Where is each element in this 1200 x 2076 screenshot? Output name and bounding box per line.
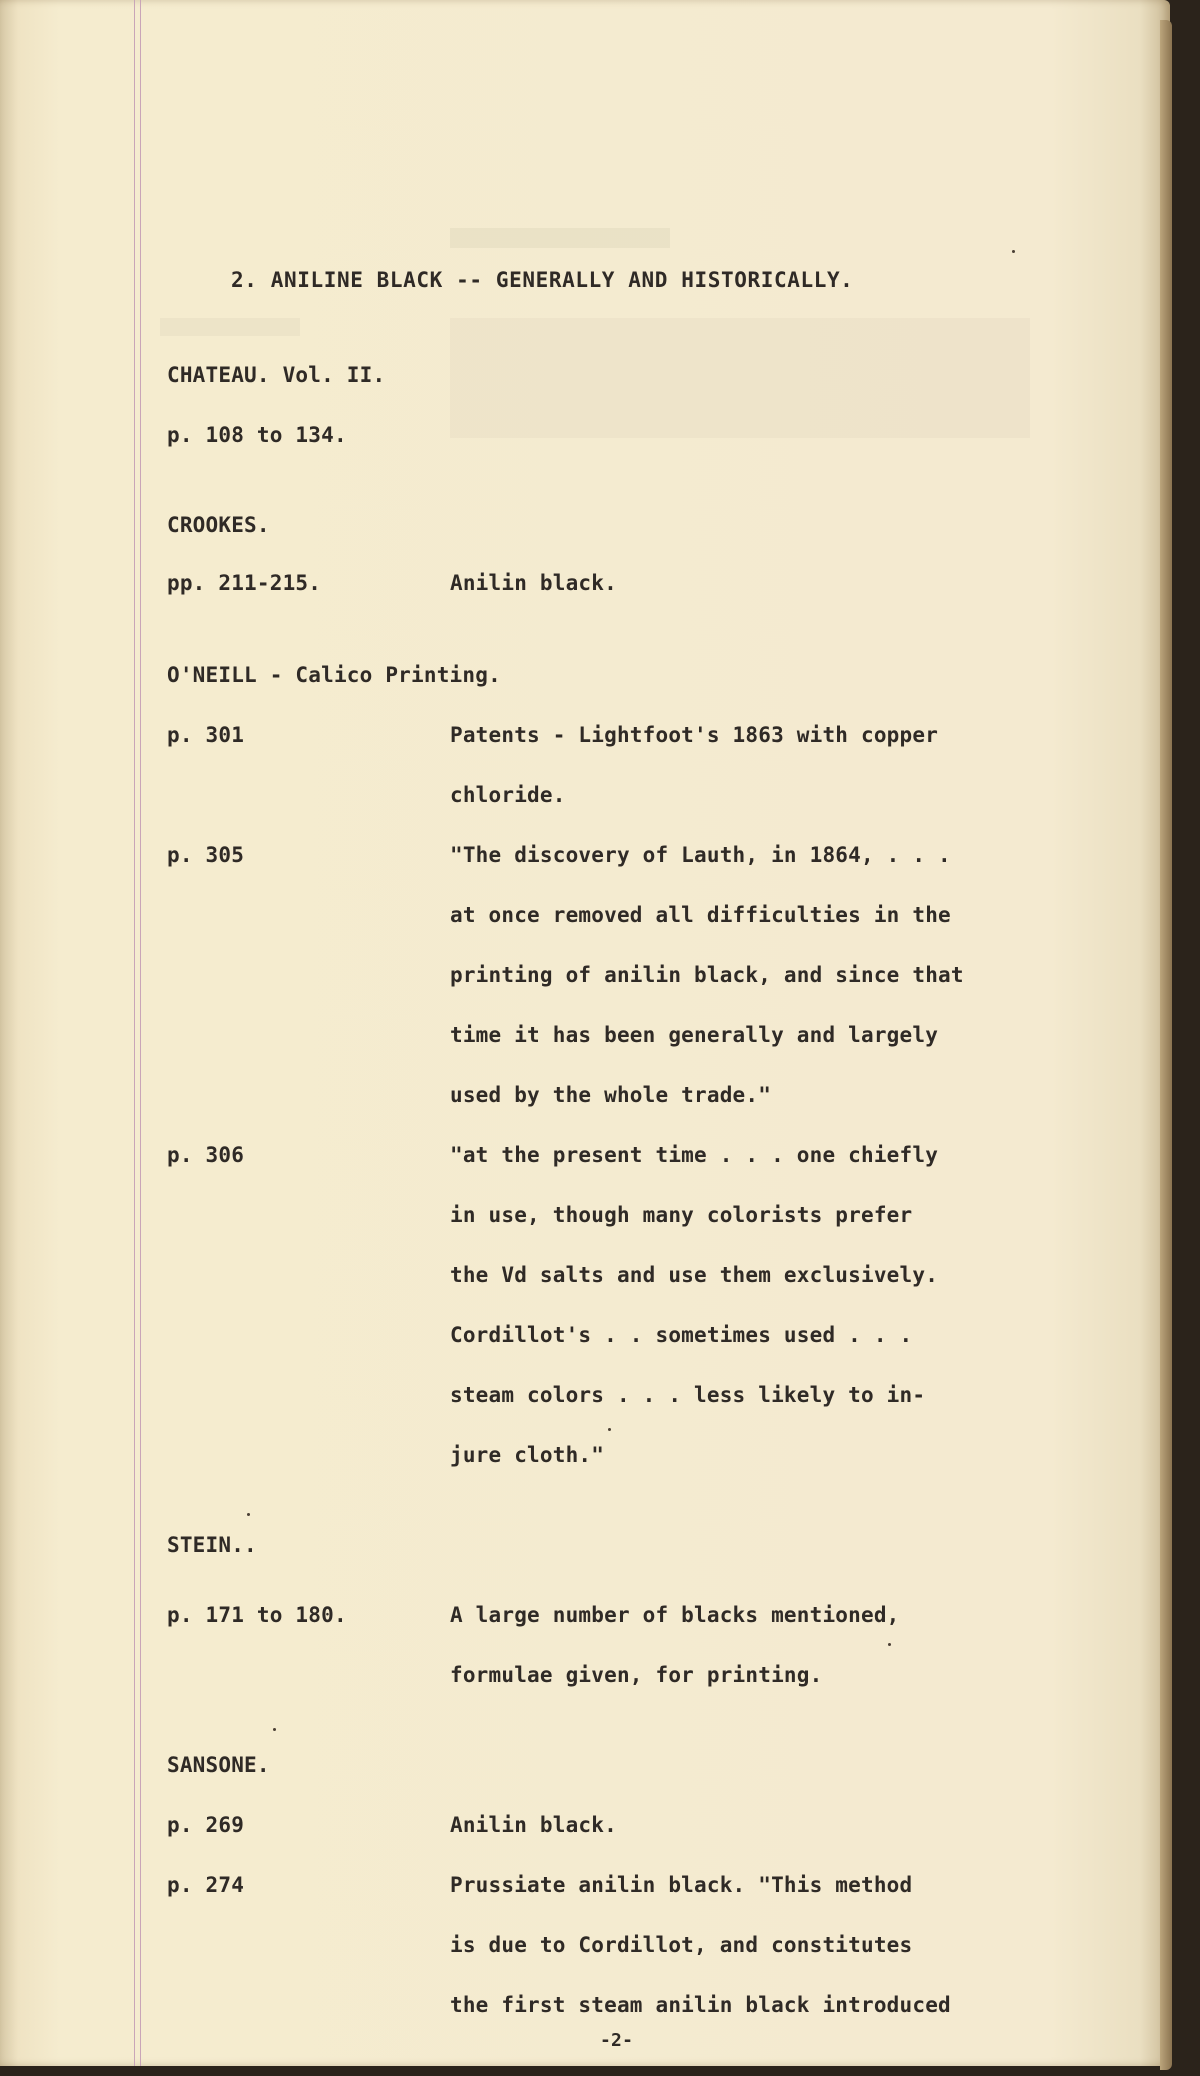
citation-pages: p. 108 to 134. (167, 423, 347, 447)
citation-pages: p. 269 (167, 1813, 245, 1837)
paper-speck (273, 1728, 276, 1731)
citation-note: the first steam anilin black introduced (450, 1993, 951, 2017)
citation-note: "The discovery of Lauth, in 1864, . . . (450, 843, 951, 867)
paper-speck (247, 1513, 250, 1516)
citation-note: Patents - Lightfoot's 1863 with copper (450, 723, 939, 747)
citation-note: formulae given, for printing. (450, 1663, 823, 1687)
citation-pages: p. 301 (167, 723, 245, 747)
citation-source: CHATEAU. Vol. II. (167, 363, 386, 387)
citation-note: Cordillot's . . sometimes used . . . (450, 1323, 913, 1347)
paper-speck (608, 1428, 611, 1431)
citation-note: time it has been generally and largely (450, 1023, 939, 1047)
paper-speck (888, 1643, 891, 1646)
citation-pages: p. 305 (167, 843, 245, 867)
section-heading: 2. ANILINE BLACK -- GENERALLY AND HISTORICALLY. (231, 268, 854, 292)
citation-note: "at the present time . . . one chiefly (450, 1143, 939, 1167)
show-through-bleed (160, 318, 300, 336)
citation-source: SANSONE. (167, 1753, 270, 1777)
citation-source: O'NEILL - Calico Printing. (167, 663, 501, 687)
show-through-bleed (450, 318, 1030, 438)
citation-pages: pp. 211-215. (167, 571, 322, 595)
margin-rule-left (134, 0, 135, 2066)
citation-note: steam colors . . . less likely to in- (450, 1383, 926, 1407)
show-through-bleed (450, 228, 670, 248)
citation-note: A large number of blacks mentioned, (450, 1603, 900, 1627)
citation-note: used by the whole trade." (450, 1083, 772, 1107)
citation-note: is due to Cordillot, and constitutes (450, 1933, 913, 1957)
citation-source: CROOKES. (167, 513, 270, 537)
citation-note: Prussiate anilin black. "This method (450, 1873, 913, 1897)
citation-note: chloride. (450, 783, 566, 807)
citation-pages: p. 306 (167, 1143, 245, 1167)
citation-note: in use, though many colorists prefer (450, 1203, 913, 1227)
citation-note: at once removed all difficulties in the (450, 903, 951, 927)
page-number: -2- (600, 2030, 634, 2051)
citation-pages: p. 274 (167, 1873, 245, 1897)
page-edge (1160, 20, 1172, 2070)
margin-rule-right (140, 0, 141, 2066)
citation-pages: p. 171 to 180. (167, 1603, 347, 1627)
citation-source: STEIN.. (167, 1533, 257, 1557)
citation-note: Anilin black. (450, 571, 617, 595)
citation-note: jure cloth." (450, 1443, 605, 1467)
citation-note: printing of anilin black, and since that (450, 963, 964, 987)
citation-note: the Vd salts and use them exclusively. (450, 1263, 939, 1287)
paper-speck (1012, 250, 1015, 253)
citation-note: Anilin black. (450, 1813, 617, 1837)
